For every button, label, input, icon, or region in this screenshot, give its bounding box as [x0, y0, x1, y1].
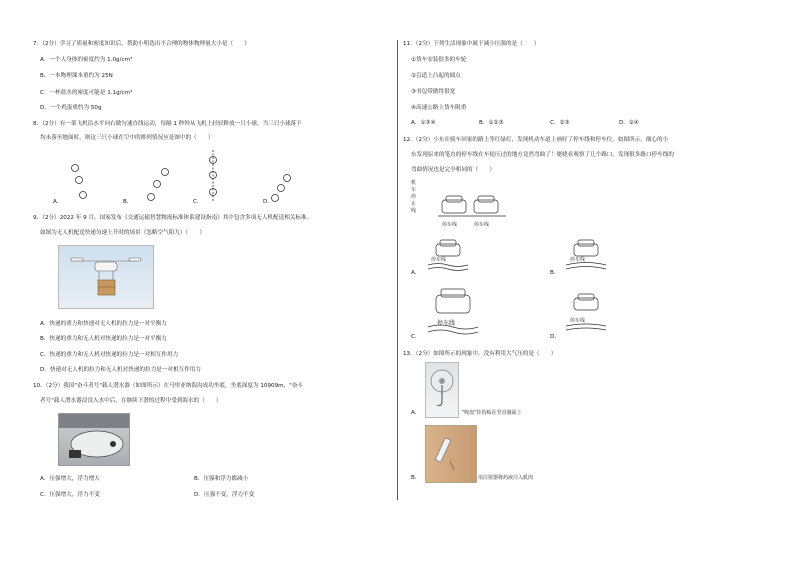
q8-option-b: B． [123, 199, 133, 205]
q12-option-c: C． [411, 334, 421, 340]
q12-stem: 12．（2分）小东在骑车回家的路上等红绿灯，发现机动车道上画好了停车线和停车位，如图所示，细心的小 [403, 137, 669, 143]
q8-option-c: C． [193, 199, 203, 205]
q12-figure-b [566, 238, 606, 274]
q12-d-label: 停车线 [570, 318, 586, 324]
q7-option-b: B．一本物理课本重约为 25N [40, 73, 113, 79]
q12-a-label: 停车线 [431, 257, 447, 263]
q12-c-label: 停车线 [437, 320, 456, 327]
q13-caption-b: 用注射器将药液注入肌肉 [478, 475, 534, 481]
q10-option-d: D．压强不变，浮力不变 [194, 492, 255, 498]
q8-figure-b [148, 169, 169, 201]
q11-option-b: B．①②③ [479, 120, 504, 126]
q12-figure-c [428, 287, 478, 335]
q11-item-3: ③书包带做得很宽 [411, 89, 456, 95]
q10-stem: 10．（2分）我国"奋斗者号"载人潜水器（如图所示）在马里亚纳海沟成功坐底，坐底深度为 10909m，"奋斗 [33, 383, 303, 389]
q9-option-b: B．快递的重力和无人机对快递的拉力是一对平衡力 [40, 336, 167, 342]
q11-item-4: ④高速公路上货车限重 [411, 105, 467, 111]
q13-caption-a: "吸盘"挂钩贴在竖直墙面上 [462, 410, 522, 416]
q12-side-label-3: 止 [411, 201, 417, 207]
q12-side-label-1: 车 [411, 187, 417, 193]
suction-hook-photo [425, 362, 459, 418]
q11-item-2: ②盲道上凸起的圆点 [411, 73, 461, 79]
q12-stopline-label-2: 停车线 [474, 222, 490, 228]
q9-stem-line2: 如图为无人机配送快递匀速上升时的场景（忽略空气阻力）（ ） [40, 230, 206, 236]
q11-option-a: A．①③④ [411, 120, 436, 126]
q7-option-a: A．一个人身体的密度约为 1.0g/cm³ [40, 57, 133, 63]
q11-item-1: ①货车安装很多的车轮 [411, 57, 467, 63]
q9-option-d: D．快递对无人机的拉力和无人机对快递的拉力是一对相互作用力 [40, 367, 201, 373]
q9-option-a: A．快递的重力和快递对无人机的拉力是一对平衡力 [40, 321, 167, 327]
q10-option-b: B．压强和浮力都减小 [194, 476, 249, 482]
q9-option-c: C．快递的重力和无人机对快递的拉力是一对相互作用力 [40, 352, 179, 358]
q12-original-scene [438, 195, 508, 221]
q12-b-label: 停车线 [570, 257, 586, 263]
q12-side-label-0: 机 [411, 180, 417, 186]
q8-option-a: A． [53, 199, 63, 205]
q12-option-d: D． [550, 334, 560, 340]
q11-option-d: D．②④ [619, 120, 639, 126]
drone-photo [58, 245, 154, 309]
q12-option-a: A． [411, 270, 421, 276]
suction-cup-icon [426, 363, 458, 417]
q12-stopline-label-1: 停车线 [442, 222, 458, 228]
column-divider [397, 40, 398, 500]
q7-option-d: D．一个鸡蛋重约为 50g [40, 105, 102, 111]
q10-stem-line2: 者号"载人潜水器浸没入水中后，在继续下潜的过程中受到海水的（ ） [40, 398, 222, 404]
q12-stem-line2: 东发现原来的笔直的停车线在车轮压过的地方竟然弯曲了！姥姥看观察了几个路口，发现很多路口停车线的 [411, 152, 674, 158]
drone-icon [59, 246, 153, 308]
q12-stem-line3: 弯曲情况也是完全相同的（ ） [411, 167, 495, 173]
q8-stem: 8．（2分）有一架飞机沿水平向右做匀速直线运动，每隔 1 秒钟从飞机上轻轻释放一只小球，当三只小球落下 [33, 121, 302, 127]
q8-figure-d [272, 175, 291, 202]
injection-photo [425, 425, 477, 483]
q13-option-a: A． [411, 410, 421, 416]
q8-stem-line2: 均未落至地面时，则这三只小球在空中的排列情况应是图中的（ ） [40, 135, 214, 141]
q10-option-a: A．压强增大，浮力增大 [40, 476, 100, 482]
q12-option-b: B． [550, 270, 560, 276]
q7-stem: 7．（2分）学习了质量和密度知识后，帮助小明选出不合理的物体物理量大小是（ ） [33, 41, 250, 47]
q13-stem: 13．（2分）如图所示的现象中，没有利用大气压的是（ ） [403, 351, 557, 357]
q8-figure-a [72, 165, 87, 199]
q12-side-label-2: 停 [411, 194, 417, 200]
q7-option-c: C．一杯盐水的密度可能是 1.1g/cm³ [40, 90, 133, 96]
q11-stem: 11．（2分）下列生活现象中属于减小压强的是（ ） [403, 41, 540, 47]
q8-option-d: D． [263, 199, 273, 205]
q8-ball-figures [55, 150, 355, 210]
q10-option-c: C．压强增大，浮力不变 [40, 492, 100, 498]
q8-figure-c [210, 150, 217, 202]
submersible-icon [59, 414, 129, 465]
q12-figure-d [566, 292, 606, 332]
q9-stem: 9．（2分）2022 年 9 月，国家发布《交通运输智慧物流标准体系建设指南》其中包含多项无人机配送相关标准。 [33, 215, 313, 221]
q12-figure-a [428, 238, 468, 274]
q12-side-label-4: 线 [411, 208, 417, 214]
q13-option-b: B． [411, 475, 421, 481]
submersible-photo [58, 413, 130, 466]
syringe-icon [426, 426, 476, 482]
q11-option-c: C．②③ [550, 120, 570, 126]
